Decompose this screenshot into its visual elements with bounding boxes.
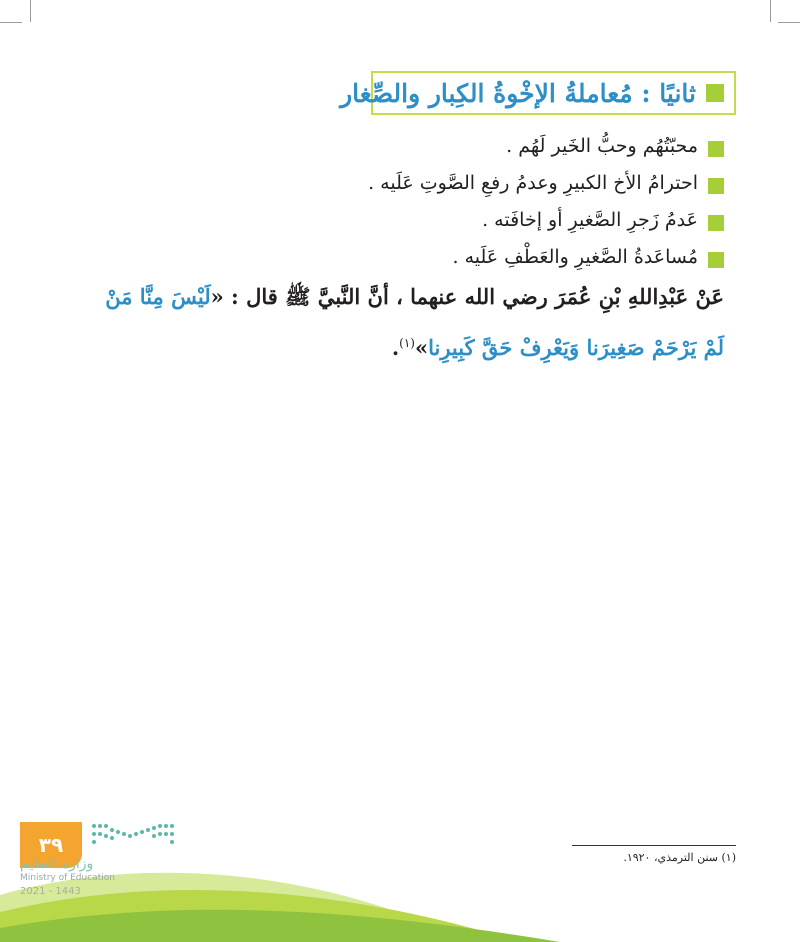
footnote-marker: (١) xyxy=(399,336,415,350)
hadith-quote: لَيْسَ مِنَّا مَنْ لَمْ يَرْحَمْ صَغِيرَنا وَيَعْرِفْ حَقَّ كَبِيرِنا xyxy=(105,284,724,360)
crop-mark xyxy=(770,0,771,22)
crop-mark xyxy=(30,0,31,22)
square-bullet-icon xyxy=(708,252,724,268)
crop-mark xyxy=(778,22,800,23)
bullet-text: عَدمُ زَجرِ الصَّغيرِ أو إخافَته . xyxy=(482,209,698,231)
square-bullet-icon xyxy=(708,215,724,231)
hadith-paragraph xyxy=(84,274,724,371)
hadith-end: . xyxy=(391,335,400,360)
ministry-name-english: Ministry of Education xyxy=(20,873,115,883)
ministry-logo xyxy=(20,856,150,897)
crop-mark xyxy=(0,22,22,23)
bullet-text: احترامُ الأخ الكبيرِ وعدمُ رفعِ الصَّوتِ عَلَيه . xyxy=(368,172,698,194)
ministry-name-arabic: وزارة التعليم xyxy=(20,856,94,872)
list-item xyxy=(204,128,724,164)
section-heading: ثانيًا : مُعاملةُ الإخْوةُ الكِبار والصِّغار xyxy=(340,78,696,108)
square-bullet-icon xyxy=(708,178,724,194)
list-item xyxy=(204,202,724,238)
bullet-text: مُساعَدةُ الصَّغيرِ والعَطْفِ عَلَيه . xyxy=(452,246,698,268)
footnote: (١) سنن الترمذي، ١٩٢٠. xyxy=(623,851,736,864)
bullet-list xyxy=(204,128,724,276)
square-bullet-icon xyxy=(706,84,724,102)
footnote-rule xyxy=(572,845,736,846)
list-item xyxy=(204,239,724,275)
bullet-text: محبّتُهُم وحبُّ الخَير لَهُم . xyxy=(506,135,698,157)
list-item xyxy=(204,165,724,201)
hadith-close: » xyxy=(414,335,429,360)
edition-year: 2021 - 1443 xyxy=(20,886,81,897)
page-number: ٣٩ xyxy=(38,833,64,857)
section-heading-box xyxy=(340,71,736,115)
ministry-logo-dots-icon xyxy=(88,820,180,852)
hadith-intro: عَنْ عَبْدِاللهِ بْنِ عُمَرَ رضي الله عنهما ، أنَّ النَّبيَّ ﷺ قال : « xyxy=(210,284,724,309)
square-bullet-icon xyxy=(708,141,724,157)
